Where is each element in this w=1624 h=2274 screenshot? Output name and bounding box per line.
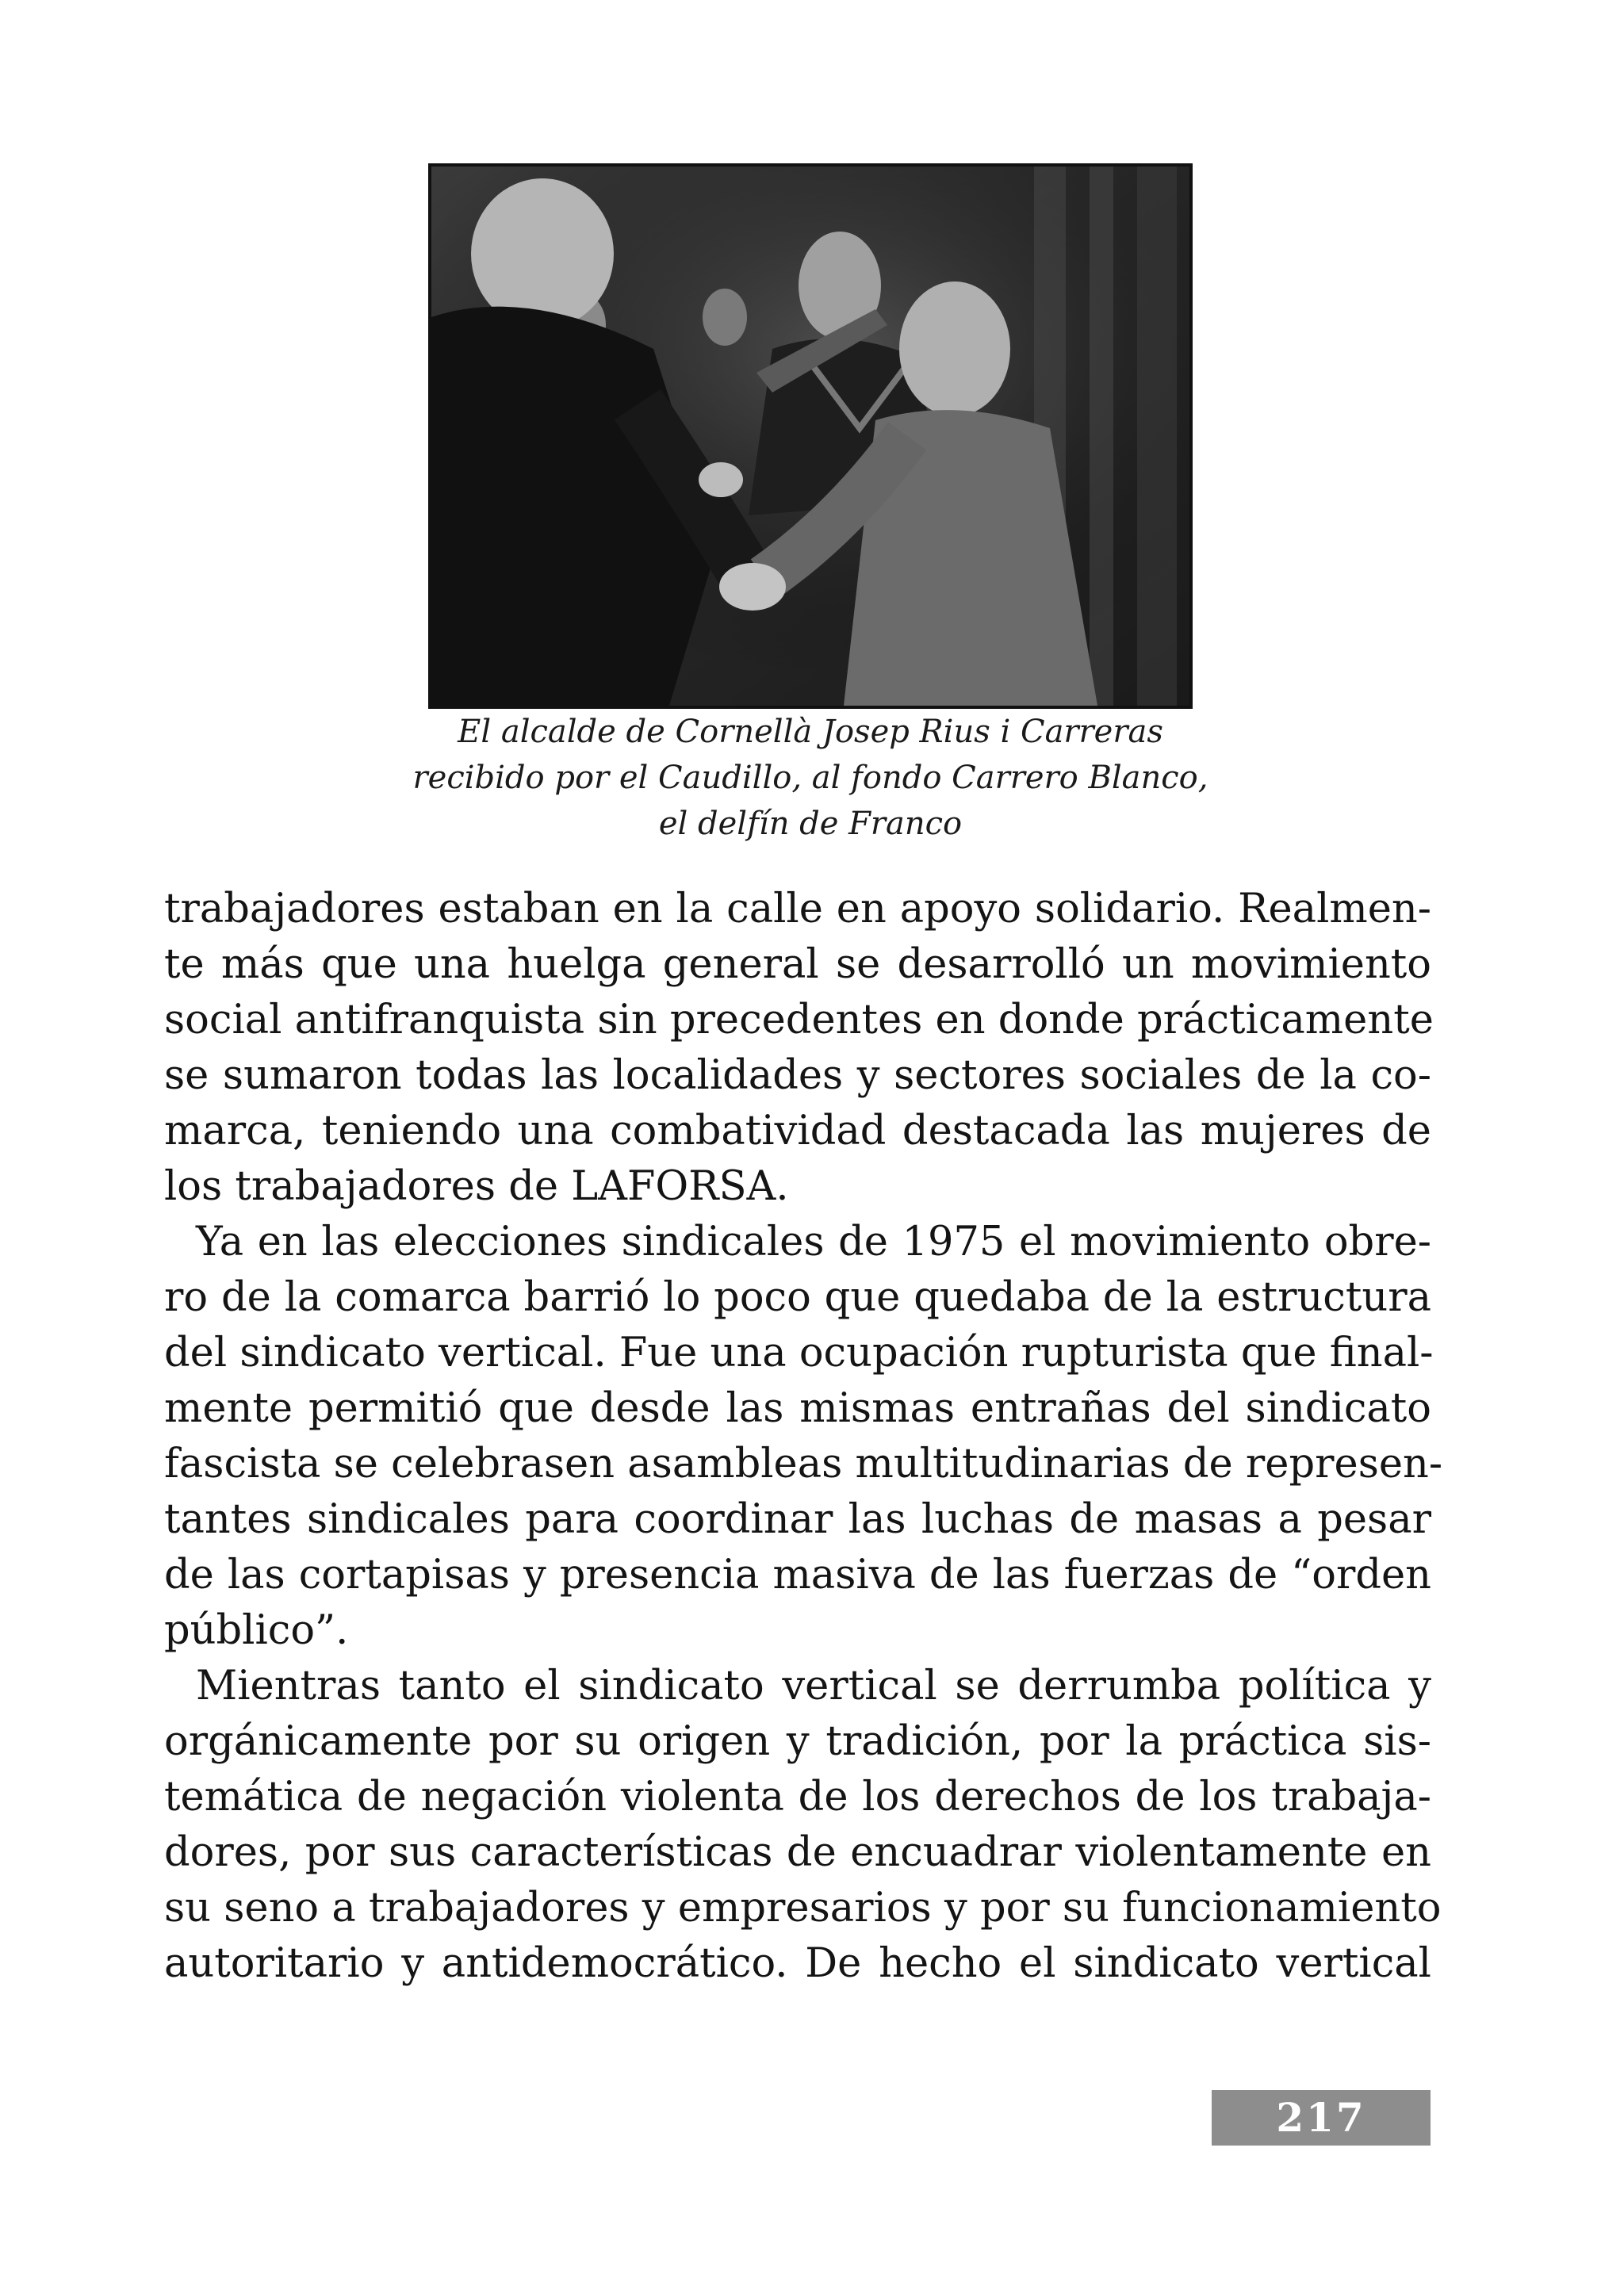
historical-photo [428, 163, 1193, 709]
text-line: ro de la comarca barrió lo poco que quedaba de la estructura [164, 1274, 1431, 1321]
caption-line: El alcalde de Cornellà Josep Rius i Carreras [458, 714, 1163, 750]
paragraph [164, 1659, 1442, 1992]
text-line: marca, teniendo una combatividad destacada las mujeres de [164, 1108, 1431, 1154]
text-line: dores, por sus características de encuadrar violentamente en [164, 1829, 1431, 1876]
caption-line: recibido por el Caudillo, al fondo Carrero Blanco, [412, 760, 1208, 796]
text-line: te más que una huelga general se desarrolló un movimiento [164, 941, 1431, 988]
text-line: social antifranquista sin precedentes en donde prácticamente [164, 997, 1434, 1043]
text-line: orgánicamente por su origen y tradición, por la práctica sis- [164, 1718, 1431, 1765]
page-number: 217 [1212, 2090, 1431, 2146]
paragraph [164, 1215, 1443, 1659]
text-line: Ya en las elecciones sindicales de 1975 el movimiento obre- [196, 1219, 1431, 1265]
text-line: trabajadores estaban en la calle en apoyo solidario. Realmen- [164, 886, 1431, 932]
text-line: mente permitió que desde las mismas entrañas del sindicato [164, 1385, 1431, 1432]
text-line: los trabajadores de LAFORSA. [164, 1163, 789, 1210]
text-line: su seno a trabajadores y empresarios y por su funcionamiento [164, 1885, 1442, 1931]
text-line: temática de negación violenta de los derechos de los trabaja- [164, 1774, 1431, 1820]
text-line: fascista se celebrasen asambleas multitudinarias de represen- [164, 1441, 1443, 1487]
photo-icon [431, 167, 1189, 706]
text-line: público”. [164, 1607, 349, 1654]
text-line: del sindicato vertical. Fue una ocupación rupturista que final- [164, 1330, 1434, 1376]
text-line: se sumaron todas las localidades y sectores sociales de la co- [164, 1052, 1431, 1099]
text-line: Mientras tanto el sindicato vertical se derrumba política y [196, 1663, 1431, 1709]
text-line: de las cortapisas y presencia masiva de las fuerzas de “orden [164, 1552, 1431, 1598]
body-text [164, 882, 1443, 1992]
paragraph [164, 882, 1434, 1215]
photo-caption [333, 709, 1288, 847]
text-line: autoritario y antidemocrático. De hecho el sindicato vertical [164, 1940, 1431, 1987]
caption-line: el delfín de Franco [658, 806, 963, 842]
text-line: tantes sindicales para coordinar las luchas de masas a pesar [164, 1496, 1431, 1543]
